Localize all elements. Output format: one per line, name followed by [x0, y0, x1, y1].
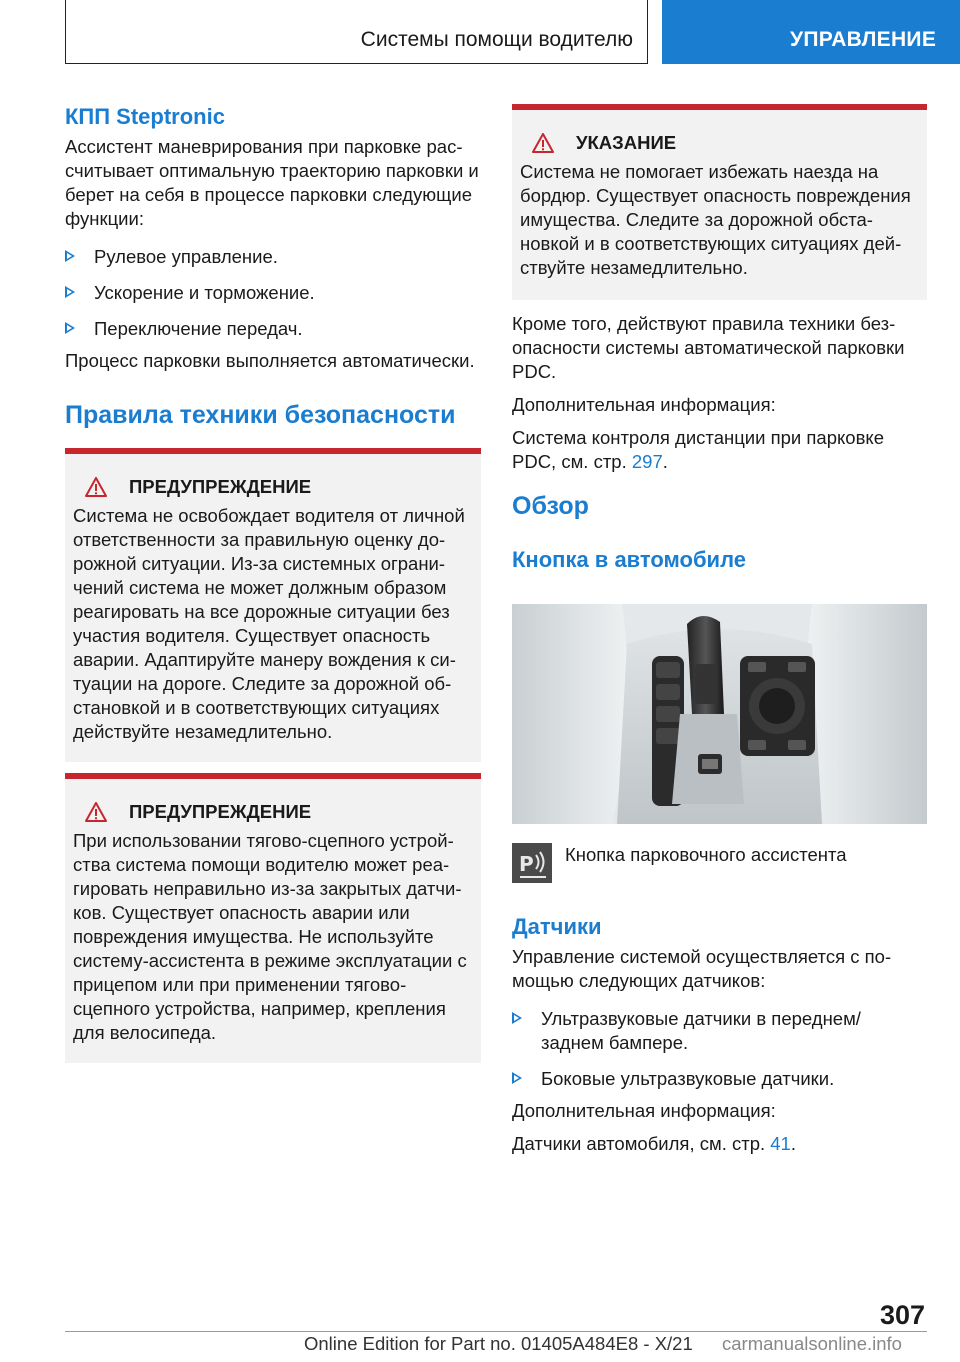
triangle-bullet-icon — [65, 286, 75, 298]
intro-paragraph: Ассистент маневрирования при парковке рассчитывает оптимальную траекторию парковки и берет на себя в процессе парковки следующие функции: — [65, 136, 479, 229]
watermark: carmanualsonline.info — [722, 1333, 902, 1354]
warning-triangle-icon — [532, 133, 554, 153]
image-caption: Кнопка парковочного ассистента — [565, 844, 847, 865]
triangle-bullet-icon — [65, 322, 75, 334]
paragraph: Дополнительная информация: — [512, 1100, 776, 1121]
warning-box — [65, 448, 481, 762]
parking-assistant-button-icon — [512, 843, 552, 883]
note-title: УКАЗАНИЕ — [576, 132, 677, 153]
console-illustration — [512, 604, 927, 824]
warning-title: ПРЕДУПРЕЖДЕНИЕ — [129, 476, 312, 497]
edition-note: Online Edition for Part no. 01405A484E8 - X/21 — [304, 1333, 693, 1354]
list-item: Переключение передач. — [65, 317, 481, 341]
list-item: Рулевое управление. — [65, 245, 481, 269]
chapter-title: УПРАВЛЕНИЕ — [790, 28, 937, 51]
section-title-steptronic: КПП Steptronic — [65, 104, 225, 129]
list-item: Боковые ультразвуковые датчики. — [512, 1067, 927, 1091]
outro-paragraph: Процесс парковки выполняется автоматически. — [65, 350, 475, 371]
page-link-297[interactable]: 297 — [631, 451, 663, 472]
warning-title: ПРЕДУПРЕЖДЕНИЕ — [129, 801, 312, 822]
left-column — [65, 104, 481, 1063]
header-section-title: Системы помощи водителю — [360, 28, 633, 51]
section-title-sensors: Датчики — [512, 914, 602, 939]
warning-triangle-icon — [85, 802, 107, 822]
paragraph: Датчики автомобиля, см. стр. 41. — [512, 1133, 796, 1154]
section-title-safety: Правила техники безопасности — [65, 401, 456, 429]
page-number: 307 — [880, 1300, 926, 1330]
paragraph: Дополнительная информация: — [512, 394, 776, 415]
chapter-tab — [662, 0, 960, 64]
paragraph: Кроме того, действуют правила техники безопасности системы автоматической парковки PDC. — [512, 313, 905, 382]
warning-triangle-icon — [85, 477, 107, 497]
triangle-bullet-icon — [512, 1072, 522, 1084]
list-item: Ультразвуковые датчики в переднем/ заднем бампере. — [512, 1007, 927, 1055]
note-text: Система не помогает избежать наезда на бордюр. Существует опасность повреждения имущества. Следите за дорожной обстановкой и в соответствующих ситуациях действуйте незамедлительно. — [520, 161, 911, 278]
list-item: Ускорение и торможение. — [65, 281, 481, 305]
warning-text: При использовании тягово-сцепного устройства система помощи водителю может реагировать неправильно из-за закрытых датчиков. Существует опасность аварии или повреждения имущества. Не используйте систему-ассистента в режиме эксплуатации с прицепом или при применении тягово-сцепного устройства, например, крепления для велосипеда. — [73, 830, 467, 1043]
triangle-bullet-icon — [512, 1012, 522, 1024]
warning-box — [65, 773, 481, 1063]
center-console-photo — [512, 604, 927, 824]
footer-divider — [65, 1331, 927, 1332]
sensors-intro: Управление системой осуществляется с помощью следующих датчиков: — [512, 946, 892, 991]
paragraph: Система контроля дистанции при парковке PDC, см. стр. 297. — [512, 427, 884, 472]
warning-text: Система не освобождает водителя от личной ответственности за правильную оценку дорожной ситуации. Из-за системных ограничений система не может должным образом реагировать на все дорожные ситуации без участия водителя. Существует опасность аварии. Адаптируйте манеру вождения к ситуации на дороге. Следите за дорожной обстановкой и в соответствующих ситуациях действуйте незамедлительно. — [73, 505, 465, 742]
sensors-section — [512, 914, 927, 1165]
section-title-button: Кнопка в автомобиле — [512, 547, 746, 572]
page-link-41[interactable]: 41 — [770, 1133, 791, 1154]
triangle-bullet-icon — [65, 250, 75, 262]
right-column — [512, 104, 927, 578]
section-title-overview: Обзор — [512, 492, 589, 520]
svg-text:P: P — [519, 852, 534, 876]
running-header — [65, 0, 648, 64]
note-box — [512, 104, 927, 300]
